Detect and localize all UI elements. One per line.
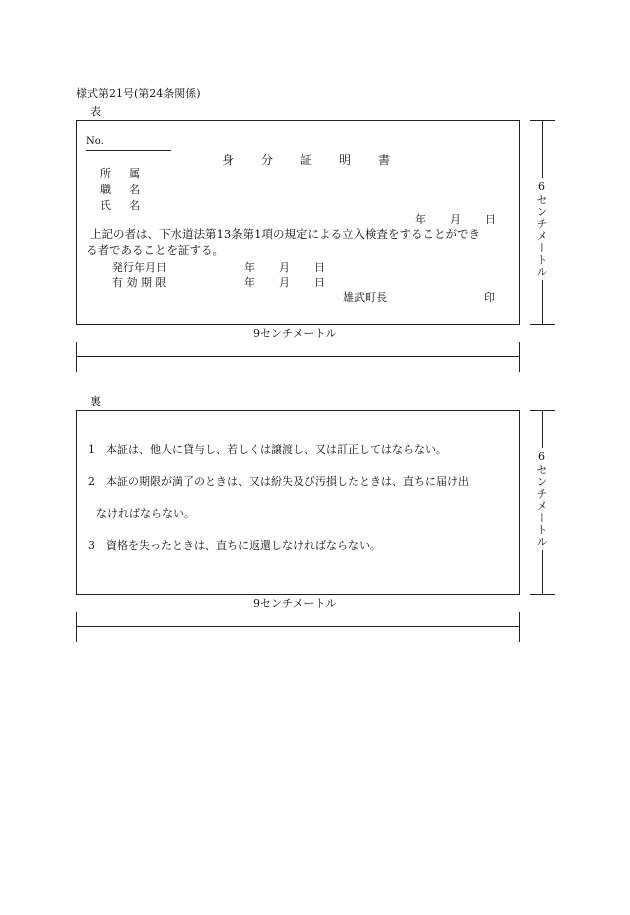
back-rule-2-line-1: 2 本証の期限が満了のときは、又は紛失及び汚損したときは、直ちに届け出	[88, 475, 469, 488]
back-width-left-tick	[76, 612, 77, 642]
date-day-marker: 日	[485, 213, 496, 226]
statement-line-1: 上記の者は、下水道法第13条第1項の規定による立入検査をすることができ	[90, 227, 480, 241]
front-height-label: 6センチメートル	[535, 180, 548, 278]
front-side-label: 表	[90, 105, 101, 118]
issuer-name: 雄武町長	[343, 291, 387, 304]
back-height-top-tick	[530, 410, 555, 411]
validity-month: 月	[279, 276, 290, 289]
form-number: 様式第21号(第24条関係)	[76, 87, 201, 100]
field-affiliation-label: 所属	[100, 167, 158, 180]
front-width-left-tick	[76, 342, 77, 372]
front-height-top-tick	[530, 120, 555, 121]
front-width-label: 9センチメートル	[250, 328, 340, 339]
issue-date-month: 月	[279, 261, 290, 274]
validity-day: 日	[314, 276, 325, 289]
front-width-dimension-line	[76, 356, 520, 357]
issue-date-day: 日	[314, 261, 325, 274]
card-number-label: No.	[86, 136, 104, 147]
date-month-marker: 月	[450, 213, 461, 226]
card-title: 身分証明書	[222, 153, 418, 167]
validity-year: 年	[244, 276, 255, 289]
back-card	[76, 410, 520, 595]
issue-date-label: 発行年月日	[112, 261, 167, 274]
back-width-right-tick	[519, 612, 520, 642]
card-number-underline	[86, 150, 171, 151]
statement-line-2: る者であることを証する。	[86, 243, 224, 257]
field-position-label: 職名	[100, 183, 158, 196]
back-width-dimension-line	[76, 626, 520, 627]
field-name-label: 氏名	[100, 199, 158, 212]
back-rule-1: 1 本証は、他人に貸与し、若しくは譲渡し、又は訂正してはならない。	[88, 443, 447, 456]
front-height-bottom-tick	[530, 324, 555, 325]
back-width-label: 9センチメートル	[250, 598, 340, 609]
back-side-label: 裏	[90, 395, 101, 408]
front-width-right-tick	[519, 342, 520, 372]
back-rule-2-line-2: なければならない。	[96, 507, 195, 520]
back-rule-3: 3 資格を失ったときは、直ちに返還しなければならない。	[88, 539, 381, 552]
validity-label: 有 効 期 限	[112, 276, 167, 289]
seal-mark: 印	[484, 291, 495, 304]
back-height-label: 6センチメートル	[535, 450, 548, 548]
date-year-marker: 年	[415, 213, 426, 226]
issue-date-year: 年	[244, 261, 255, 274]
back-height-bottom-tick	[530, 594, 555, 595]
